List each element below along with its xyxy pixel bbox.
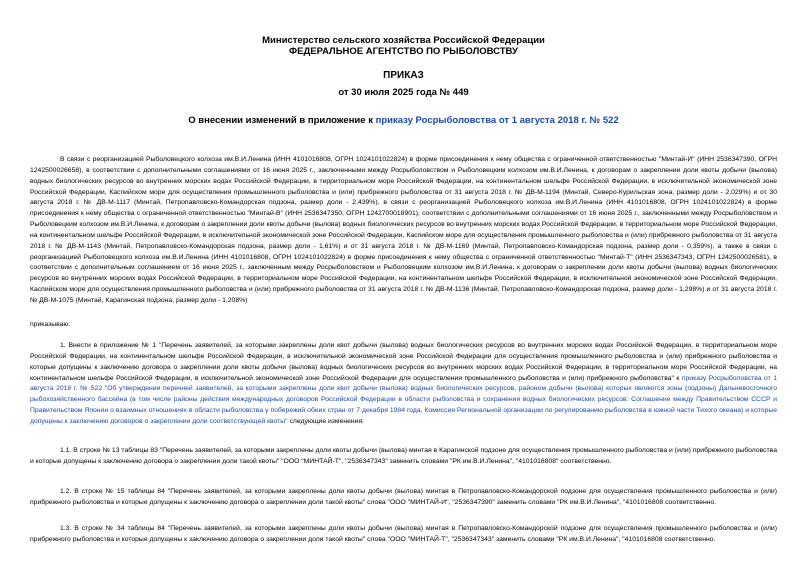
subject-prefix: О внесении изменений в приложение к bbox=[188, 115, 376, 126]
intro-paragraph: В связи с реорганизацией Рыболовецкого колхоза им.В.И.Ленина (ИНН 4101016808, ОГРН 1024101022824) в форме присоединения к нему общества с ограниченной ответственностью "Минтай-И" (ИНН 2536347390, ОГРН 1242500026658), в соответствии с дополнительными соглашениями от 16 июня 2025 г., заключенными между Росрыболовством и Рыболовецким колхозом им.В.И.Ленина, к договорам о закреплении доли квоты добычи (вылова) водных биологических ресурсов во внутренних морских водах Российской Федерации, в территориальном море Российской Федерации, на континентальном шельфе Российской Федерации, в исключительной экономической зоне Российской Федерации, Каспийском море для осуществления промышленного рыболовства и (или) прибрежного рыболовства от 31 августа 2018 г. № ДВ-М-1194 (Минтай, Северо-Курильская зона, размер доли - 2,029%) и от 30 августа 2018 г. № ДВ-М-1117 (Минтай, Петропавловско-Командорская подзона, размер доли - 2,439%), в связи с реорганизацией Рыболовецкого колхоза им.В.И.Ленина (ИНН 4101016808, ОГРН 1024101022824) в форме присоединения к нему общества с ограниченной ответственностью "Минтай-В" (ИНН 2536347350, ОГРН 1242700018901), соответствии с дополнительными соглашениями от 16 июня 2025 г., заключенными между Росрыболовством и Рыболовецким колхозом им.В.И.Ленина, к договорам о закреплении доли квоты добычи (вылова) водных биологических ресурсов во внутренних морских водах Российской Федерации, в территориальном море Российской Федерации, на континентальном шельфе Российской Федерации, в исключительной экономической зоне Российской Федерации, Каспийском море для осуществления промышленного рыболовства и (или) прибрежного рыболовства от 31 августа 2018 г. № ДВ-М-1143 (Минтай, Петропавловско-Командорская подзона, размер доли - 1,61%) и от 31 августа 2018 г. № ДВ-М-1169 (Минтай, Петропавловско-Командорская подзона, размер доли - 0,359%), а также в связи с реорганизацией Рыболовецкого колхоза им.В.И.Ленина (ИНН 4101016808, ОГРН 1024101022824) в форме присоединения к нему общества с ограниченной ответственностью "Минтай-Т" (ИНН 2536347343, ОГРН 1242500026581), в соответствии с дополнительным соглашением от 16 июня 2025 г., заключенным между Росрыболовством и Рыболовецким колхозом им.В.И.Ленина, к договорам о закреплении доли квоты добычи (вылова) водных биологических ресурсов во внутренних морских водах Российской Федерации, в территориальном море Российской Федерации, на континентальном шельфе Российской Федерации, в исключительной экономической зоне Российской Федерации, Каспийском море для осуществления промышленного рыболовства и (или) прибрежного рыболовства от 31 августа 2018 г. № ДВ-М-1136 (Минтай, Петропавловско-Командорская подзона, размер доли - 1,298%) и от 31 августа 2018 г. № ДВ-М-1075 (Минтай, Карагинская подзона, размер доли - 1,208%) bbox=[30, 156, 777, 304]
item-1-3-paragraph: 1.3. В строке № 34 таблицы 84 "Перечень заявителей, за которыми закреплены доли квоты добычи (вылова) минтая в Петропавловско-Командорской подзоне для осуществления промышленного рыболовства и (или) прибрежного рыболовства и которые допущены к заключению договора о закреплении доли такой квоты" слова "ООО "МИНТАЙ-Т", "2536347343" заменить словами "РК им.В.И.Ленина", "4101016808 соответственно. bbox=[30, 525, 777, 543]
item-1-2-paragraph: 1.2. В строке № 15 таблицы 84 "Перечень заявителей, за которыми закреплены доли квоты добычи (вылова) минтая в Петропавловско-Командорской подзоне для осуществления промышленного рыболовства и (или) прибрежного рыболовства и которые допущены к заключению договора о закреплении доли такой квоты" слова "ООО "МИНТАЙ-И", "2536347390" заменить словами "РК им.В.И.Ленина", "4101016808 соответственно. bbox=[30, 488, 777, 506]
document-type: ПРИКАЗ bbox=[383, 70, 424, 81]
item-1-link[interactable]: приказу Росрыболовства от 1 августа 2018 г. № 522 "Об утверждении перечней заявителей, за которыми закреплены доли квот добычи (вылова) водных биологических ресурсов, районом добычи (вылова) которых являются зоны (подзоны) Дальневосточного рыбохозяйственного бассейна (в том числе районы действия международных договоров Российской Федерации в области рыболовства и сохранения водных биологических ресурсов: Соглашение между Правительством СССР и Правительством Японии о взаимных отношениях в области рыболовства у побережий обеих стран от 7 декабря 1984 года, Комиссия Региональной организации по регулированию рыболовства в южной части Тихого океана) и которые допущены к заключению договоров о закреплении доли соответствующей квоты" bbox=[30, 374, 777, 425]
document-subject bbox=[0, 115, 807, 127]
item-1-text: 1. Внести в приложение № 1 "Перечень заявителей, за которыми закреплены доли квот добычи (вылова) водных биологических ресурсов во внутренних морских водах Российской Федерации, в территориальном море Российской Федерации, на континентальном шельфе Российской Федерации, в исключительной экономической зоне Российской Федерации для осуществления промышленного рыболовства и (или) прибрежного рыболовства и которые допущены к заключению договора о закреплении доли квоты добычи (вылова) водных биологических ресурсов во внутренних морских водах Российской Федерации, в территориальном море Российской Федерации, на континентальном шельфе Российской Федерации, в исключительной экономической зоне Российской Федерации для осуществления промышленного рыболовства и (или) прибрежного рыболовства" к bbox=[30, 342, 777, 382]
order-word: приказываю: bbox=[30, 321, 71, 328]
document-date-number: от 30 июля 2025 года № 449 bbox=[338, 87, 469, 98]
agency-name: ФЕДЕРАЛЬНОЕ АГЕНТСТВО ПО РЫБОЛОВСТВУ bbox=[289, 46, 518, 57]
item-1-1-paragraph: 1.1. В строке № 13 таблицы 83 "Перечень заявителей, за которыми закреплены доли квоты добычи (вылова) минтая в Карагинской подзоне для осуществления промышленного рыболовства и (или) прибрежного рыболовства и которые допущены к заключению договора о закреплении доли такой квоты" "ООО "МИНТАЙ-Т", "2536347343" заменить словами "РК им.В.И.Ленина", "4101016808" соответственно. bbox=[30, 447, 777, 465]
item-1-suffix: следующие изменения: bbox=[287, 417, 365, 425]
item-1-paragraph bbox=[30, 341, 777, 428]
ministry-name: Министерство сельского хозяйства Российской Федерации bbox=[262, 35, 545, 46]
subject-link[interactable]: приказу Росрыболовства от 1 августа 2018 г. № 522 bbox=[375, 115, 619, 126]
